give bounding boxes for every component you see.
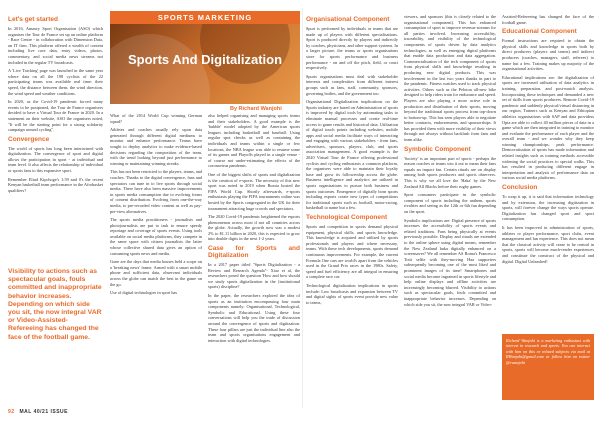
column-4 (306, 14, 398, 402)
paragraph: In 2016, Amaury Sport Organisation (ASO) which organises the Tour de France set up an online platform - Race Centre - in collaboration with Dimension Data, an IT firm. This platform offered a wealth of content including live race data, entry videos, photos, commentary, and social media news streams not included in the regular TV broadcasts. (8, 26, 103, 65)
paragraph: What of the 2014 World Cup winning German squad? (110, 113, 202, 124)
paragraph: It has been improved in administration of sports, athletes or player performance, sport clubs, event management and fan experience. This does not mean that the classical activity will cease to be central in sports, sports will become much-reader experiences and constitute the construct of the physical and digital. Digital Unleashed! (502, 225, 594, 264)
paragraph: In 2020, as the Covid-19 pandemic forced many events to be postponed, the Tour de France organisers decided to have a Virtual Tour de France in 2020. In a statement on their website, ASO the organisers noted, "It will be the starting point for a strong solidarity campaign around cycling". (8, 99, 103, 133)
paragraph: Gone are the days that media houses held a scope on a 'breaking news' frame. Armed with a smart mobile phone and sufficient data, observant individuals across the globe can match the best in the game on the go. (110, 259, 202, 287)
paragraph: Use of digital technologies in sport has (110, 290, 178, 296)
page-gutter (302, 8, 303, 408)
column-5 (404, 14, 496, 402)
heading-organisational: Organisational Component (306, 16, 390, 23)
heading-symbolic: Symbolic Component (404, 145, 471, 153)
paragraph: In a 2017 paper titled "Sports Digitalization - a Review and Research Agenda"- Xiao et al, the researchers posed the question 'How and how should we study sports digitalization in the (institutional sports) discipline? (208, 262, 300, 290)
paragraph: Assisted-Refereeing has changed the face of the football game. (502, 14, 594, 25)
paragraph: Remember Eliud Kipchoge's 1:59 and 0's the recent Kenyan basketball team performance in the Afrobasket qualifiers? (8, 176, 103, 193)
column-3 (208, 113, 300, 391)
paragraph: Educational implications are: the digitalization of sports are increased utilisation of data analytics in training, preparation, and post-match analysis. Incorporating these techniques and demanded a new set of skills from sports producers. Remote Covid-19 pandemic and suddenly physical/virtual distancing in our region, Trainers such as Kenyan and Ethiopian athletics organisations with SAP and data providers Opta are able to collect 40 million pieces of data in a game which are then integrated in training to monitor and evaluate the performance of each player and the overall team - and we wonder why they keep winning championships, peak performance. Democratisation of sports has made information and related insights such as training methods accessible widening the social practices to special walks. This has resulted in producing different engage in interpretation and analysis of performance data on various social media platforms. (502, 74, 594, 181)
column-1 (8, 14, 103, 262)
paragraph: The sports media practitioners - journalists and photojournalists are put to task to ensure speedy reportage and coverage of sports events. Using tools available on social media platforms, they compete in the same space with citizen journalists the latter whose collective shared data gives an option of consuming sports news and media. (110, 217, 202, 256)
pull-quote: Visibility to actions such as spectacular goals, fouls committed and inappropriate behavior increases. Depending on which side you sit, the now integral VAR or Video-Assisted-Refereeing has changed the face of the football game. (8, 268, 102, 341)
byline: By Richard Wanjohi (230, 106, 282, 112)
paragraph: Organisational Digitalization implications on the Sports industry are based on Administration of sports is improved by digital tools by automating tasks to eliminate manual processes and create real-time access to game results and historical data. Utilisation of digital touch points including websites, mobile apps and social media facilitate ways of interacting and engaging with various stakeholders - from fans, advertisers, sponsors, players, club, and sports association management. A good example is the 2020 Virtual Tour de France offering professional cyclists and cycling enthusiasts a common platform, the organisers were able to maintain their loyalty base and grow its followership across the globe. Business intelligence and analytics are utilized in sports organisations to pursue both business and sports outcomes. Emergence of digitally born sports including esports create new types of competitions for traditional sports such as football, motor-racing, basketball to name but a few. (306, 99, 398, 211)
paragraph: This has not been restricted to the players, teams, and coaches. Thanks to the digital convergence, fans and spectators can tune in to live sports through social media. There have also been massive improvements in sports media consumption due to evolving forms of content distribution. Evolving from one-the-way media, to pre-recorded video content as well as pay-per-view alternatives. (110, 169, 202, 214)
page-number: 92 (8, 409, 15, 415)
author-bio: Richard Wanjohi is a marketing enthusiast with interest in research and sports. You can interact with him on this or related subjects via mail at RWanjohi@gmail.com or follow him on twitter @rwanjohi (502, 334, 594, 400)
paragraph: Sport is performed by individuals or teams that are made up of players with different specialisations. Sport is produced directly by players and indirectly by coaches, physicians, and other support systems. In a larger picture, the teams or sports organisations store for sports performance and business performance - on and off the pitch, field, or court respectively. (306, 26, 398, 71)
page-footer (8, 409, 68, 415)
paragraph: Formal instructions are required to obtain the physical skills and knowledge in sports both by direct producers (players and teams) and indirect producers (coaches, managers, staff, referees) to name but a few. Training makes up majority of the organisational activities. (502, 38, 594, 72)
heading-convergence: Convergence (8, 135, 50, 143)
paragraph: also helped organising and managing sports teams and their stakeholders. A good example is the 'bubble' model adopted by the American sports leagues including basketball and baseball. Using regular spot checks as well as containing the individuals and teams within a single or few locations, the NBA league was able to resume some of its games and Playoffs played in a single venue - of course not under-estimating the effects of the coronavirus pandemic. (208, 113, 300, 169)
paragraph: A 'Live Tracking' page was launched in the same year where data on all the 198 cyclists of the 22 participating teams was available real time: their speed, the distance between them, the wind direction, the wind speed and weather conditions. (8, 68, 103, 96)
paragraph: 'Society' is an important part of sports - perhaps the reason coaches or teams win it out to mean their fans equals an impact fan. Certain rituals are on display among both sports producers and sports observers. This is why we all love the 'Haka' by the New Zealand All Blacks before their rugby games. (404, 155, 496, 189)
paragraph: One of the biggest shifts of sports and digitalization is the creation of e-sports. The necessity of this new sport was noted in 2019 when Russia hosted the FIFA World Cup. Shortly afterwards, e-sports enthusiasts playing the FIFA tournaments online was hosted by the Sports congregated in the UK for their tournament attracting huge crowds and spectators. (208, 171, 300, 211)
hero-image (110, 24, 300, 104)
paragraph: Technological digitalization implications in sports include: Low broadcasts and expansion between TV and digital sights of sports event provide new value to teams, (306, 282, 398, 305)
column-2 (110, 113, 202, 391)
paragraph: Sports organisations must deal with stakeholder interests and complexities from different interest groups such as fans, staff, community, sponsors, governing bodies, and the government too. (306, 73, 398, 96)
heading-technological: Technological Component (306, 214, 388, 221)
paragraph: The world of sports has long been intertwined with digitalization. The convergence of sport and digital allows the participation in sport - at individual and team level. It also affects the relationship of individual or sports fans to this expansive sport. (8, 145, 103, 174)
paragraph: Sport consumers participate in the symbolic component of sports including the anthem, sports rivalries and seeing as the 12th or 6th fan depending on the sport. (404, 192, 496, 214)
paragraph: Sports and competition in sports demand physical equipment, physical skills, and sports knowledge. This knowledge is acquired and utilised by sports professionals and players and where necessary, teams. With these tech developments, sports demand continuous improvements. For example, the current Formula One cars are world's apart from the vehicles used in the Grand Prix races in the 1980s. Safety, speed and fuel efficiency are all integral in ensuring a complete race car. (306, 224, 398, 280)
column-6 (502, 14, 594, 314)
heading-lets-get-started: Let's get started (8, 16, 58, 23)
paragraph: Athletes and coaches usually rely upon data generated through different digital mediums to monitor and enhance performance. Teams have sought to deploy analytics to make evidence-based decisions regarding the composition of the team, with the trend looking beyond just performance to winning or maintaining winning streaks. (110, 127, 202, 166)
article-title: Sports And Digitalization (127, 52, 283, 67)
paragraph: In the paper, the researchers explored the idea of sports as an institution encompassing four main components namely: Organisational, Technological, Symbolic and Educational. Using these four conversations will help you the trade of discussion around the convergence of sports and digitization. These four pillars are just the individual line also the team and sports organisations engagement and interaction with digital technologies. (208, 293, 300, 343)
publication-name: MAL 40/21 ISSUE (19, 409, 68, 415)
heading-educational: Educational Component (502, 28, 577, 36)
paragraph: viewers, and sponsors (this is closely related to the organisational component). This has enhanced consumption of sport to improve revenue streams for all parties involved. Increasing accessibility, traceability, and visibility of the technological components of sports driven by data analytics technologies, as well as emerging digital platforms that enable data production and data aggregation. Commercialisation of the tech component of sports from physical skills and knowledge resulting in producing new digital products. This was involvement in the last two years thanks in part to the pandemic. Fitness watches used to track physical activities. Others such as the Peloton all-new bike designed to help riders train for endurance and speed. Players are also playing a more active role in production and distribution of their sports, moving beyond the traditional sports process from top-down to bottom-up. This has seen players able to negotiate better contracts, endorsements, and sponsorships. It has provided them with more visibility of their views through not always without backlash from fans and team alike. (404, 14, 496, 143)
heading-case-for-sports: Case for Sports and Digitalization (208, 245, 300, 260)
paragraph: The 2020 Covid-19 pandemic heightened the esports phenomenon across most if not all countries across the globe. Actually, the growth now was a modest 2% to $1.11 billion in 2020, this is expected to grow into double digits in the next 1-2 years. (208, 214, 300, 242)
paragraph: Symbolic implications are: Digital presence of sports increases the accessibility of sports events and related traditions. Fans being physically at events previously possible. Display and rituals are extended to the online sphere using digital means, remember the New Zealand haka digitally enhanced on a screensaver? We all remember AS Roma's Francesco Totti selfie with they-moving Haa supporters subsequently becoming one of the most liked and prominent images of its time! Smartphones and social media become ingrained in sports lifestyle and help online displays and offline activities are increasingly becoming blurred. Visibility to actions such as spectacular goals, fouls committed and inappropriate behavior increases. Depending on which side you sit, the now integral VAR or Video- (404, 217, 496, 307)
paragraph: To wrap it up, it is said that information technology and by extension, the increasing digitization in sports, will forever change the ways sports operate. Digitalization has changed sport and sport consumption. (502, 194, 594, 222)
heading-conclusion: Conclusion (502, 184, 538, 192)
section-label: SPORTS MARKETING (110, 11, 300, 24)
